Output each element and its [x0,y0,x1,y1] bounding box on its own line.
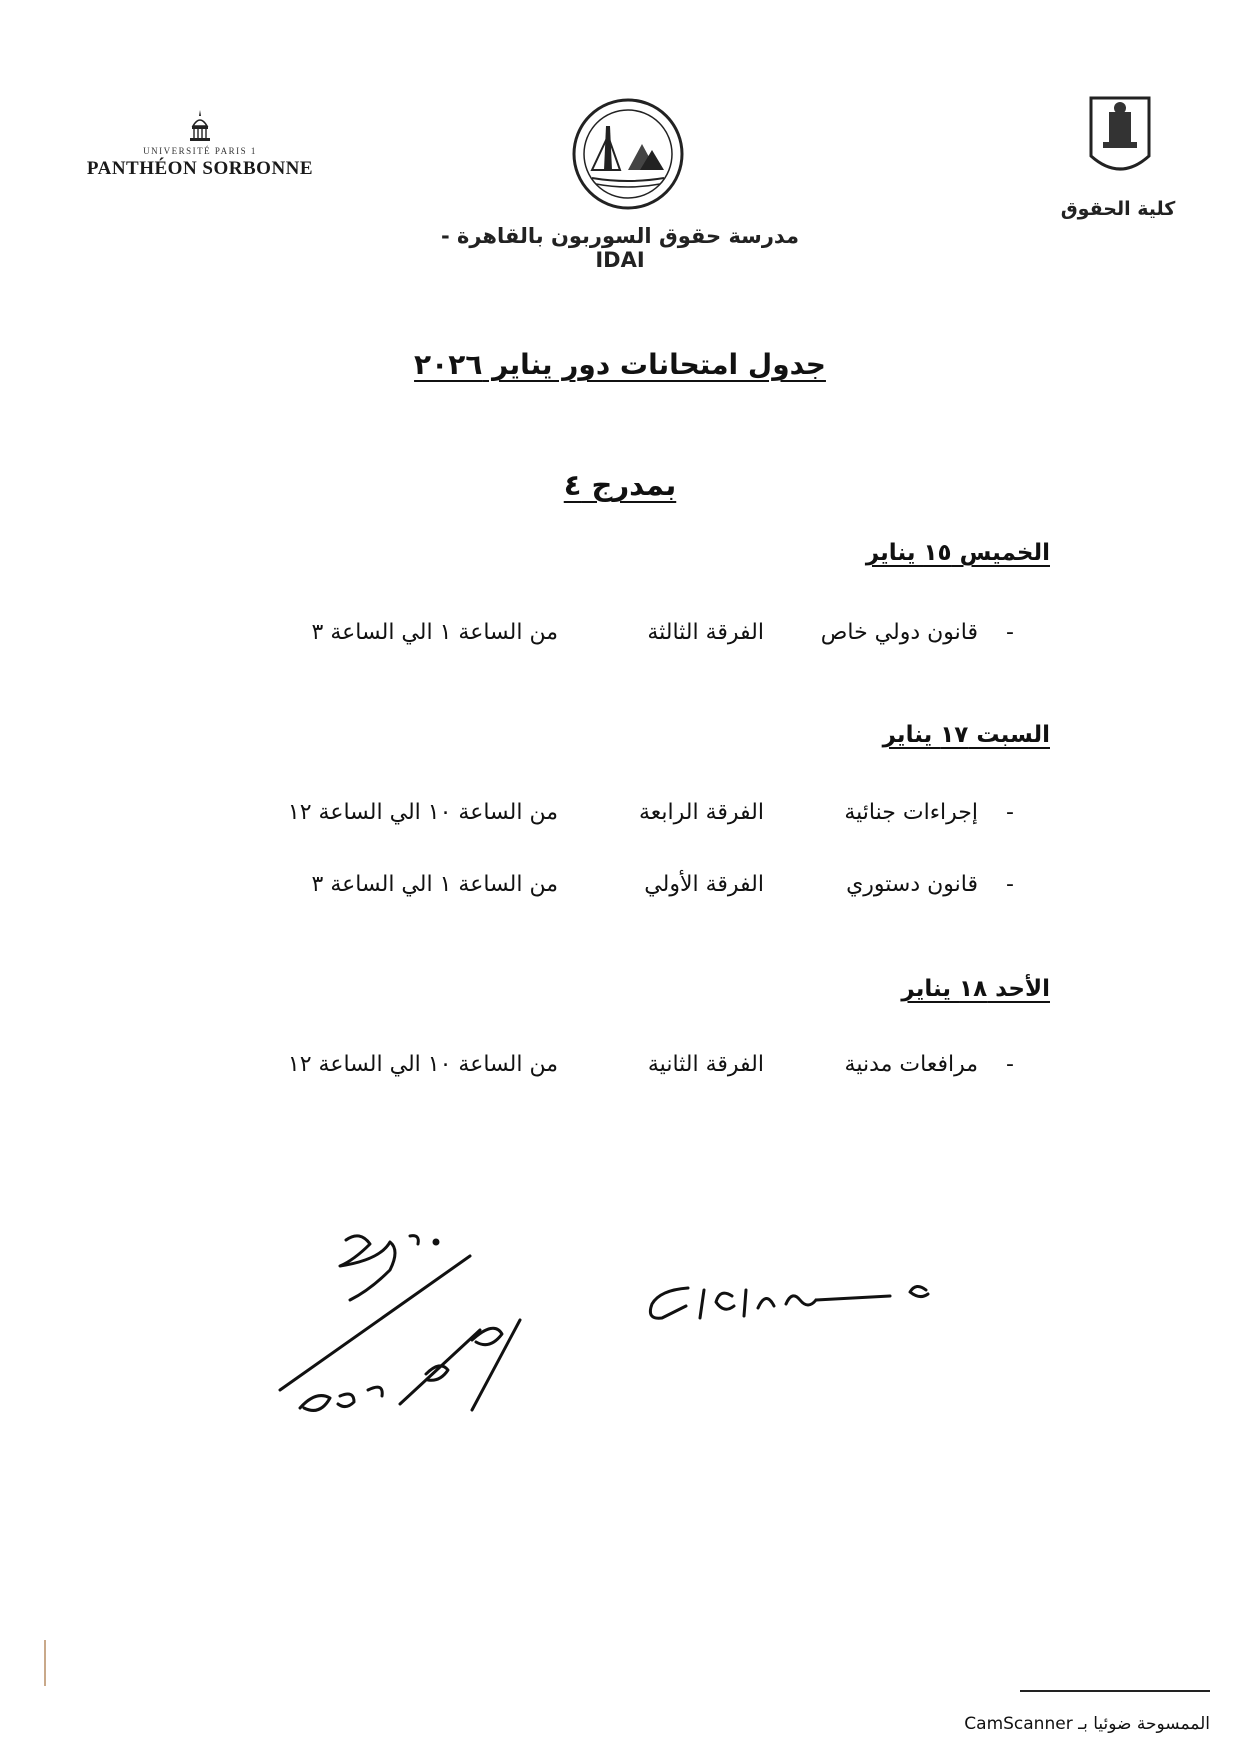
exam-bullet: - [1006,620,1014,645]
exam-grade: الفرقة الرابعة [639,800,764,825]
exam-bullet: - [1006,1052,1014,1077]
exam-grade: الفرقة الثانية [647,1052,764,1077]
faculty-name: كلية الحقوق [1060,198,1176,220]
day-heading: الأحد ١٨ يناير [901,976,1050,1002]
exam-row [0,872,1240,912]
exam-bullet: - [1006,872,1014,897]
exam-row [0,800,1240,840]
exam-row [0,1052,1240,1092]
sorbonne-logo [80,146,320,180]
exam-time: من الساعة ١ الي الساعة ٣ [311,620,558,645]
exam-subject: مرافعات مدنية [844,1052,978,1077]
handwritten-signature-right [640,1260,940,1350]
exam-time: من الساعة ١٠ الي الساعة ١٢ [287,1052,558,1077]
exam-grade: الفرقة الأولي [644,872,764,897]
day-heading: الخميس ١٥ يناير [865,540,1050,566]
scan-edge-mark [44,1640,46,1686]
exam-subject: قانون دستوري [846,872,978,897]
pantheon-dome-icon [186,108,214,146]
exam-grade: الفرقة الثالثة [647,620,764,645]
exam-time: من الساعة ١٠ الي الساعة ١٢ [287,800,558,825]
page-title-text: جدول امتحانات دور يناير ٢٠٢٦ [414,348,826,381]
exam-hall [520,468,720,502]
day-heading: السبت ١٧ يناير [882,722,1050,748]
exam-hall-text: بمدرج ٤ [563,468,677,502]
school-seal-icon [568,96,688,212]
camscanner-stamp: الممسوحة ضوئيا بـ CamScanner [964,1714,1210,1734]
exam-bullet: - [1006,800,1014,825]
exam-row [0,620,1240,660]
exam-subject: قانون دولي خاص [820,620,978,645]
exam-time: من الساعة ١ الي الساعة ٣ [311,872,558,897]
faculty-emblem-icon [1085,92,1155,192]
school-name: مدرسة حقوق السوربون بالقاهرة - IDAI [440,224,800,272]
exam-subject: إجراءات جنائية [844,800,978,825]
footer-divider [1020,1690,1210,1692]
sorbonne-logo-small-text: UNIVERSITÉ PARIS 1 [143,146,257,156]
page-title [330,348,910,381]
sorbonne-logo-name: PANTHÉON SORBONNE [86,158,314,179]
